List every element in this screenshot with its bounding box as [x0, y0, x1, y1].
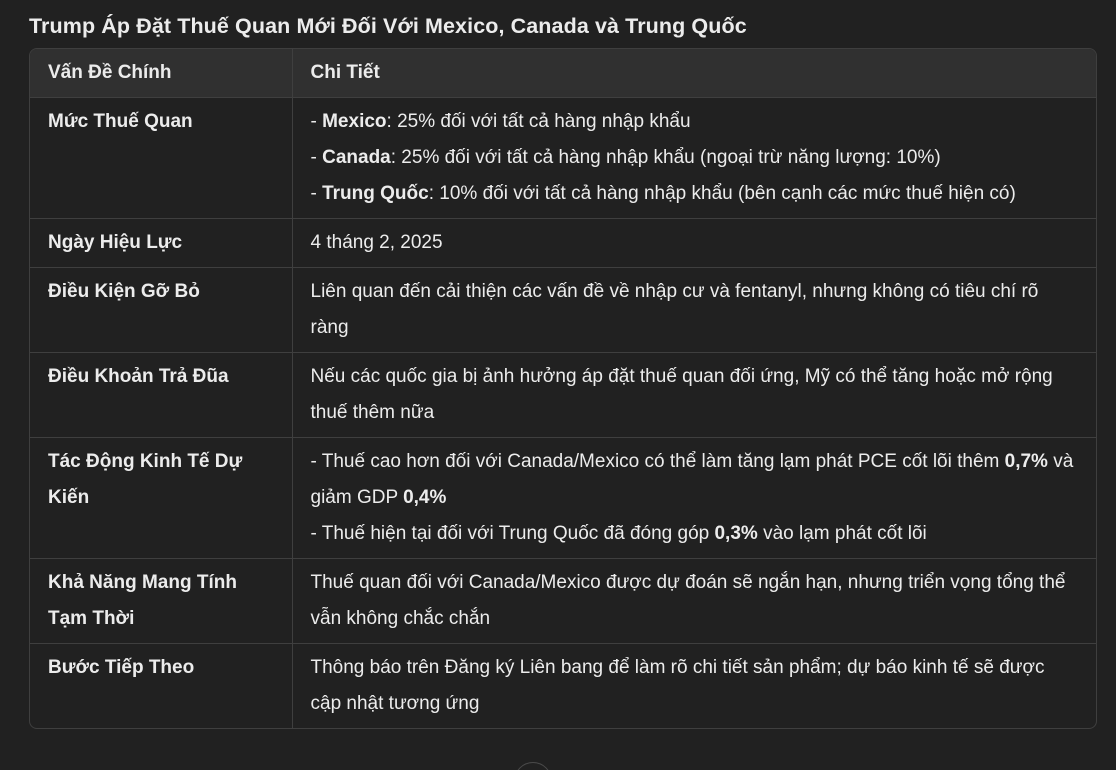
row-value — [292, 438, 1096, 559]
row-key: Tác Động Kinh Tế Dự Kiến — [30, 438, 292, 559]
row-value: Thông báo trên Đăng ký Liên bang để làm rõ chi tiết sản phẩm; dự báo kinh tế sẽ được cập nhật tương ứng — [310, 657, 1045, 714]
row-key: Điều Khoản Trả Đũa — [30, 353, 292, 438]
row-key: Khả Năng Mang Tính Tạm Thời — [30, 559, 292, 644]
table-row — [30, 438, 1096, 559]
scroll-down-button[interactable] — [514, 762, 552, 770]
tariff-line-china: - Trung Quốc: 10% đối với tất cả hàng nhập khẩu (bên cạnh các mức thuế hiện có) — [310, 183, 1016, 204]
impact-line-china: - Thuế hiện tại đối với Trung Quốc đã đóng góp 0,3% vào lạm phát cốt lõi — [310, 523, 927, 544]
table-row — [30, 268, 1096, 353]
row-value — [292, 98, 1096, 219]
row-key: Bước Tiếp Theo — [30, 644, 292, 729]
tariff-line-canada: - Canada: 25% đối với tất cả hàng nhập khẩu (ngoại trừ năng lượng: 10%) — [310, 147, 941, 168]
page-title: Trump Áp Đặt Thuế Quan Mới Đối Với Mexico, Canada và Trung Quốc — [29, 14, 747, 38]
row-value: Thuế quan đối với Canada/Mexico được dự đoán sẽ ngắn hạn, nhưng triển vọng tổng thể vẫn không chắc chắn — [292, 559, 1096, 644]
table-row — [30, 219, 1096, 268]
row-value: Liên quan đến cải thiện các vấn đề về nhập cư và fentanyl, nhưng không có tiêu chí rõ ràng — [292, 268, 1096, 353]
row-value: Nếu các quốc gia bị ảnh hưởng áp đặt thuế quan đối ứng, Mỹ có thể tăng hoặc mở rộng thuế thêm nữa — [292, 353, 1096, 438]
table-row — [30, 644, 1096, 729]
row-key: Mức Thuế Quan — [30, 98, 292, 219]
row-key: Điều Kiện Gỡ Bỏ — [30, 268, 292, 353]
table-row — [30, 353, 1096, 438]
table-row — [30, 559, 1096, 644]
tariff-table-container — [29, 48, 1097, 729]
impact-line-canada-mexico: - Thuế cao hơn đối với Canada/Mexico có thể làm tăng lạm phát PCE cốt lõi thêm 0,7% và giảm GDP 0,4% — [310, 451, 1074, 508]
tariff-line-mexico: - Mexico: 25% đối với tất cả hàng nhập khẩu — [310, 111, 691, 132]
tariff-table — [30, 49, 1096, 728]
table-header-row — [30, 49, 1096, 98]
table-row — [30, 98, 1096, 219]
header-issue: Vấn Đề Chính — [30, 49, 292, 98]
header-details: Chi Tiết — [292, 49, 1096, 98]
row-value: 4 tháng 2, 2025 — [292, 219, 1096, 268]
row-key: Ngày Hiệu Lực — [30, 219, 292, 268]
